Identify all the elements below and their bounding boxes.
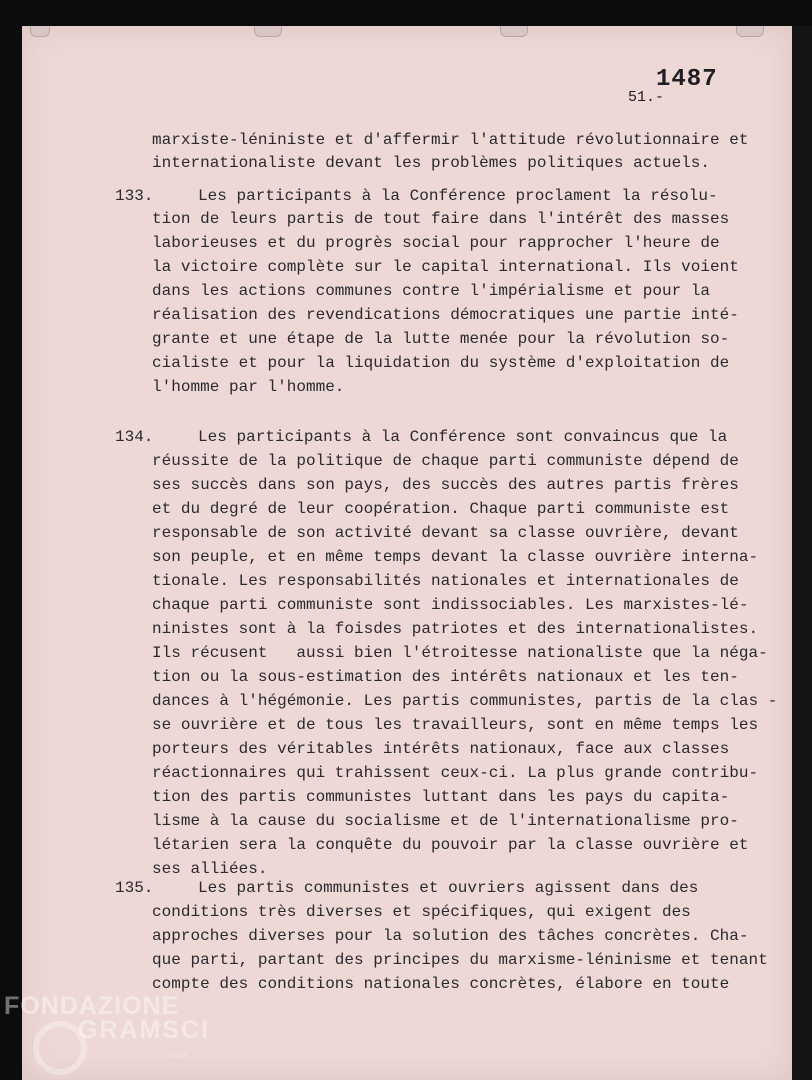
paragraph-number: 133. xyxy=(115,187,154,205)
text-line: tion des partis communistes luttant dans les pays du capita- xyxy=(152,788,730,806)
text-line: compte des conditions nationales concrètes, élabore en toute xyxy=(152,975,730,993)
text-line: cialiste et pour la liquidation du système d'exploitation de xyxy=(152,354,730,372)
page-number: 51.- xyxy=(628,89,665,106)
text-line: son peuple, et en même temps devant la classe ouvrière interna- xyxy=(152,548,759,566)
paragraph-number: 135. xyxy=(115,879,154,897)
text-line: Les participants à la Conférence proclament la résolu- xyxy=(198,187,718,205)
text-line: ses succès dans son pays, des succès des autres partis frères xyxy=(152,476,739,494)
text-line: laborieuses et du progrès social pour rapprocher l'heure de xyxy=(152,234,720,252)
archive-stamp-number: 1487 xyxy=(656,66,718,93)
text-line: lisme à la cause du socialisme et de l'internationalisme pro- xyxy=(152,812,739,830)
text-line: dans les actions communes contre l'impérialisme et pour la xyxy=(152,282,711,300)
text-line: dances à l'hégémonie. Les partis communistes, partis de la clas - xyxy=(152,692,778,710)
page-edge-shadow xyxy=(792,26,812,1080)
text-line: ses alliées. xyxy=(152,860,268,878)
text-line: se ouvrière et de tous les travailleurs, sont en même temps les xyxy=(152,716,759,734)
binding-clip xyxy=(736,26,764,37)
text-line: approches diverses pour la solution des tâches concrètes. Cha- xyxy=(152,927,749,945)
text-line: tionale. Les responsabilités nationales et internationales de xyxy=(152,572,739,590)
text-line: responsable de son activité devant sa classe ouvrière, devant xyxy=(152,524,739,542)
text-line: que parti, partant des principes du marxisme-léninisme et tenant xyxy=(152,951,768,969)
text-line: grante et une étape de la lutte menée pour la révolution so- xyxy=(152,330,730,348)
text-line: Les participants à la Conférence sont convaincus que la xyxy=(198,428,728,446)
text-line: Les partis communistes et ouvriers agissent dans des xyxy=(198,879,699,897)
text-line: réalisation des revendications démocratiques une partie inté- xyxy=(152,306,739,324)
text-line: chaque parti communiste sont indissociables. Les marxistes-lé- xyxy=(152,596,749,614)
text-line: internationaliste devant les problèmes politiques actuels. xyxy=(152,154,711,172)
text-line: porteurs des véritables intérêts nationaux, face aux classes xyxy=(152,740,730,758)
text-line: marxiste-léniniste et d'affermir l'attitude révolutionnaire et xyxy=(152,131,749,149)
binding-clip xyxy=(254,26,282,37)
text-line: l'homme par l'homme. xyxy=(152,378,345,396)
text-line: ninistes sont à la foisdes patriotes et des internationalistes. xyxy=(152,620,759,638)
text-line: la victoire complète sur le capital international. Ils voient xyxy=(152,258,739,276)
text-line: létarien sera la conquête du pouvoir par la classe ouvrière et xyxy=(152,836,749,854)
binding-clip xyxy=(30,26,50,37)
watermark-text: onlus xyxy=(166,1050,188,1060)
watermark-text: FONDAZIONE xyxy=(4,992,180,1020)
binding-clip xyxy=(500,26,528,37)
text-line: Ils récusent aussi bien l'étroitesse nationaliste que la néga- xyxy=(152,644,768,662)
text-line: réussite de la politique de chaque parti communiste dépend de xyxy=(152,452,739,470)
text-line: et du degré de leur coopération. Chaque parti communiste est xyxy=(152,500,730,518)
watermark-text: GRAMSCI xyxy=(78,1016,211,1044)
text-line: tion ou la sous-estimation des intérêts nationaux et les ten- xyxy=(152,668,739,686)
paragraph-number: 134. xyxy=(115,428,154,446)
text-line: tion de leurs partis de tout faire dans l'intérêt des masses xyxy=(152,210,730,228)
text-line: conditions très diverses et spécifiques, qui exigent des xyxy=(152,903,691,921)
text-line: réactionnaires qui trahissent ceux-ci. La plus grande contribu- xyxy=(152,764,759,782)
